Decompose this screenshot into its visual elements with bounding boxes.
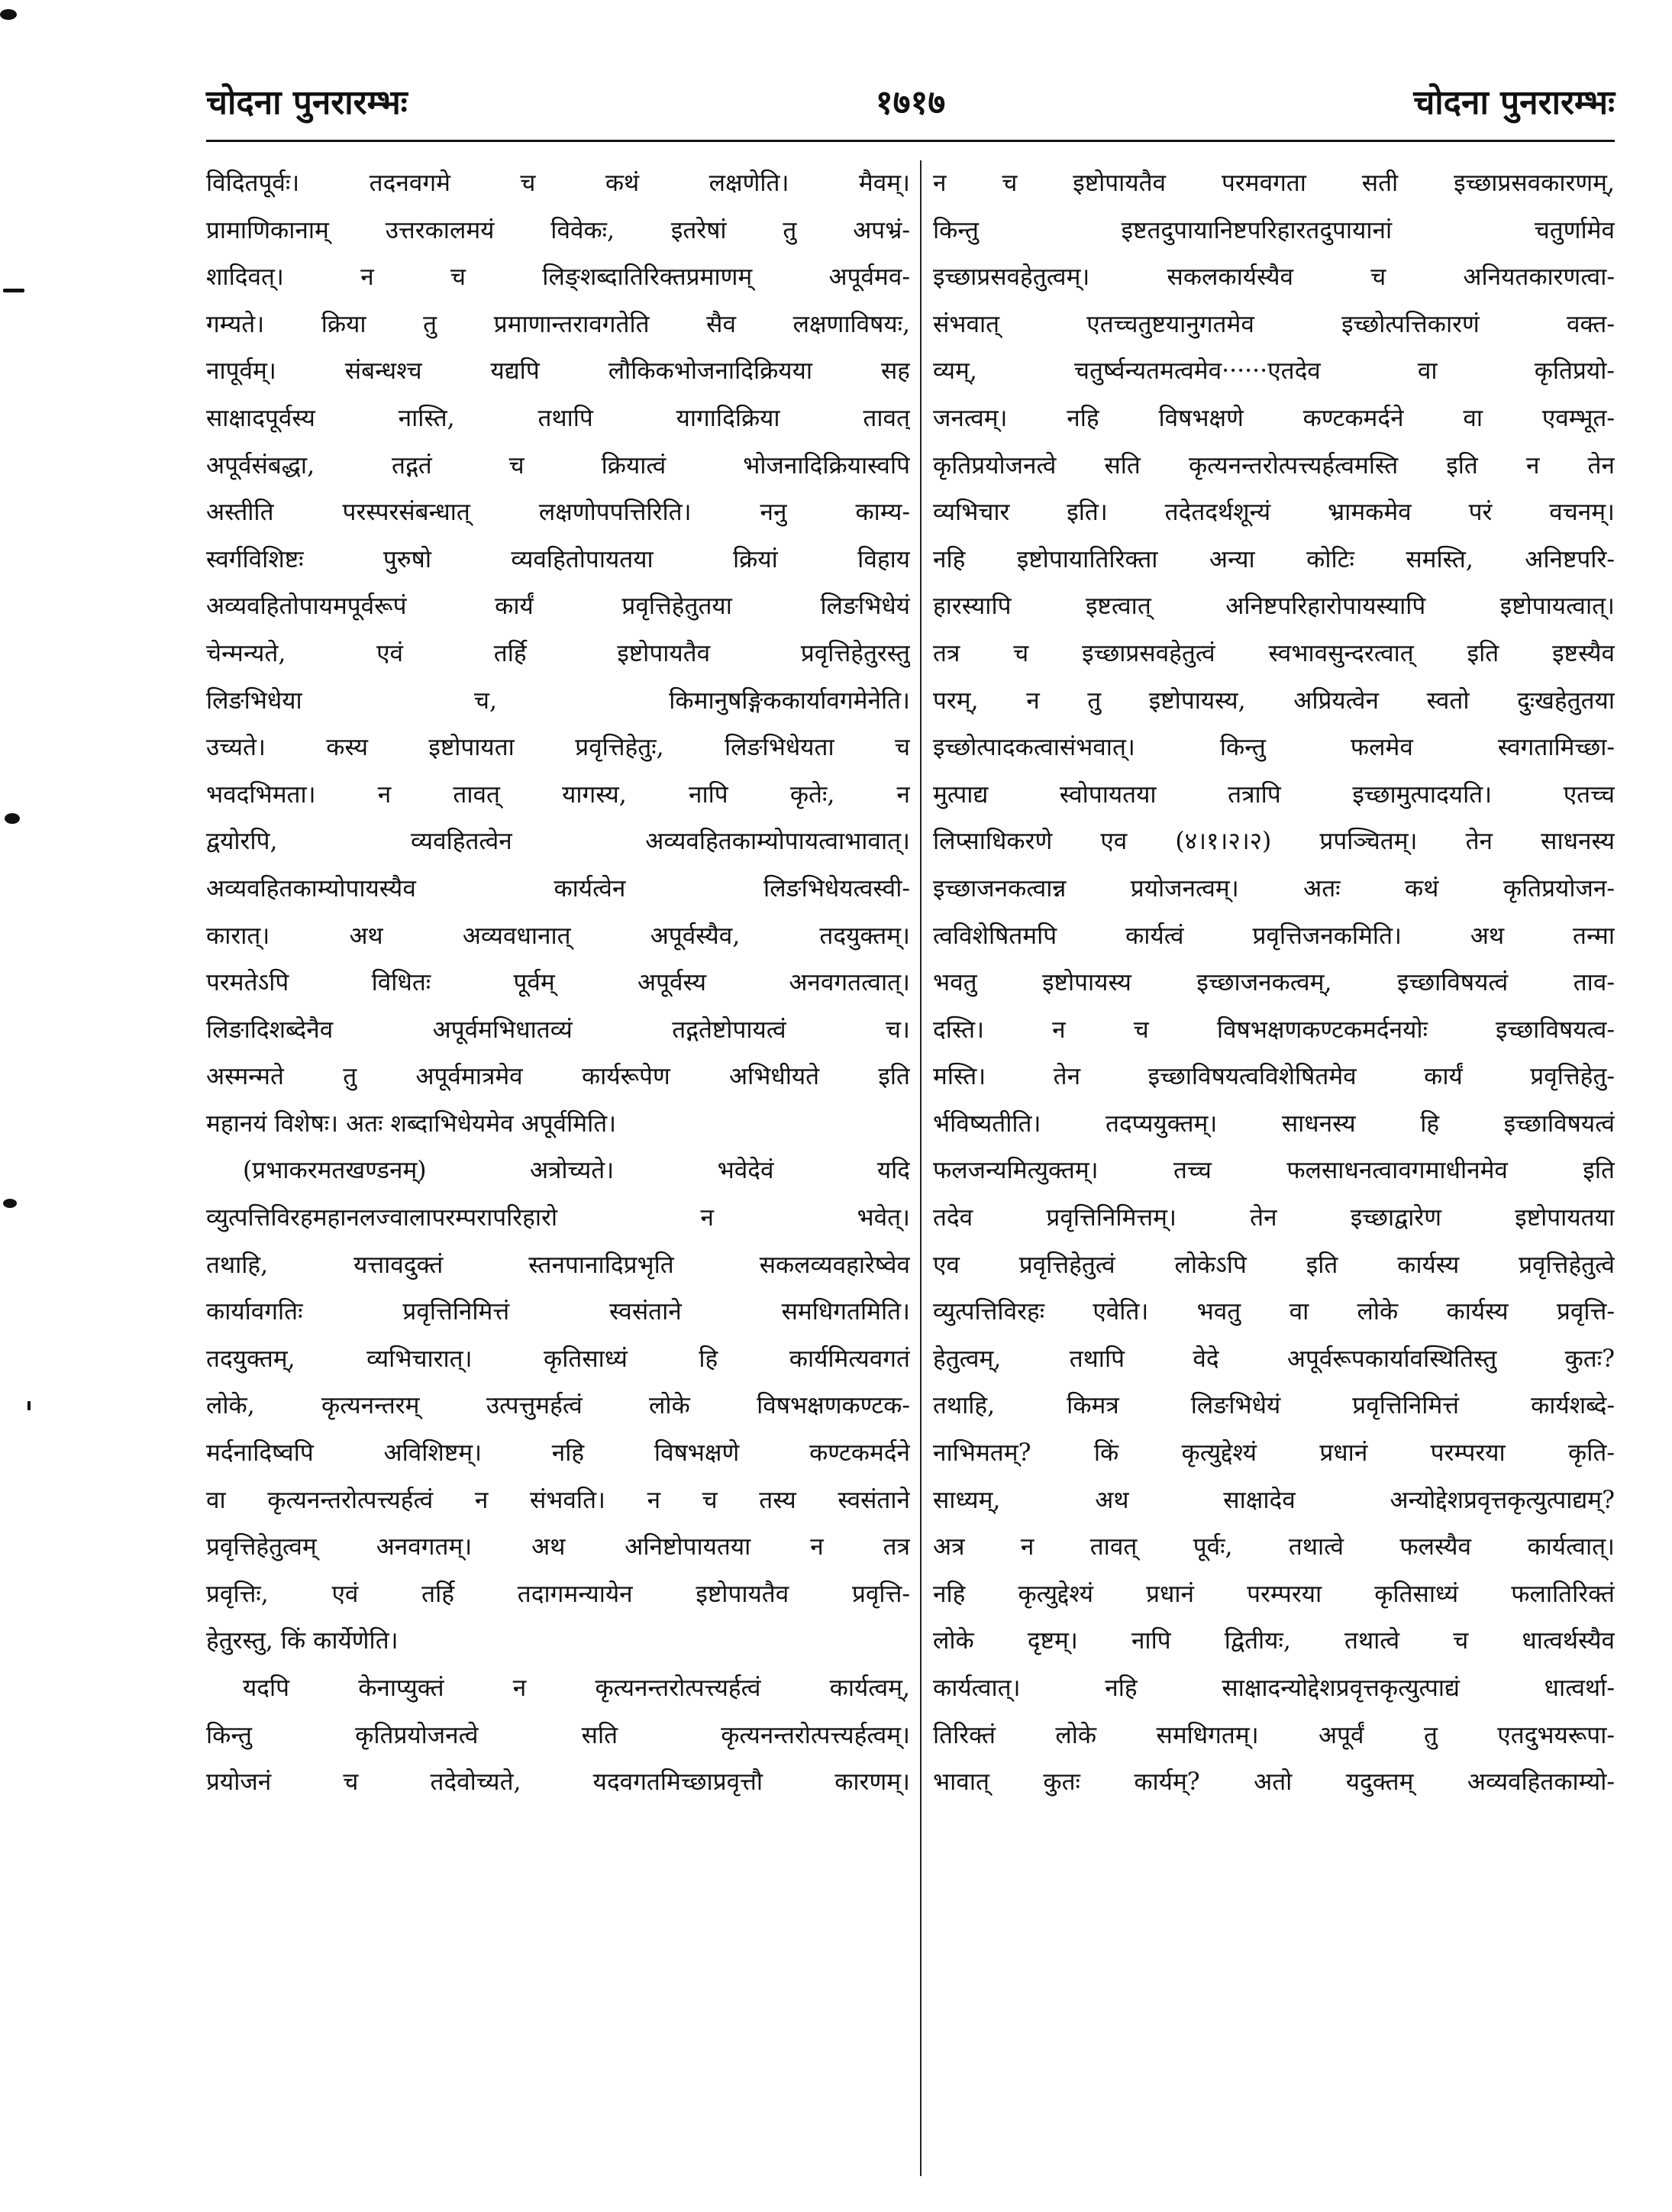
right-column [933, 160, 1615, 2176]
text-line: फलजन्यमित्युक्तम्। तच्च फलसाधनत्वावगमाधीनमेव इति [933, 1157, 1615, 1185]
text-line: महानयं विशेषः। अतः शब्दाभिधेयमेव अपूर्वमिति। [206, 1109, 617, 1138]
text-line: भवतु इष्टोपायस्य इच्छाजनकत्वम्, इच्छाविषयत्वं ताव- [933, 969, 1615, 997]
text-line: नहि कृत्युद्देश्यं प्रधानं परम्परया कृतिसाध्यं फलातिरिक्तं [933, 1580, 1615, 1608]
text-line: भवदभिमता। न तावत् यागस्य, नापि कृतेः, न [206, 780, 910, 809]
text-line: अस्तीति परस्परसंबन्धात् लक्षणोपपत्तिरिति। ननु काम्य- [206, 499, 910, 527]
text-line: परमतेऽपि विधितः पूर्वम् अपूर्वस्य अनवगतत्वात्। [206, 969, 910, 997]
text-line: परम्, न तु इष्टोपायस्य, अप्रियत्वेन स्वतो दुःखहेतुतया [933, 686, 1615, 715]
text-line: लोके, कृत्यनन्तरम् उत्पत्तुमर्हत्वं लोके विषभक्षणकण्टक- [206, 1392, 910, 1420]
text-line: हारस्यापि इष्टत्वात् अनिष्टपरिहारोपायस्यापि इष्टोपायत्वात्। [933, 593, 1615, 621]
text-line: व्यम्, चतुर्ष्वन्यतमत्वमेव······एतदेव वा कृतिप्रयो- [933, 357, 1615, 386]
text-line: द्वयोरपि, व्यवहितत्वेन अव्यवहितकाम्योपायत्वाभावात्। [206, 828, 910, 856]
text-line: व्यभिचार इति। तदेतदर्थशून्यं भ्रामकमेव परं वचनम्। [933, 499, 1615, 527]
text-line: लोके दृष्टम्। नापि द्वितीयः, तथात्वे च धात्वर्थस्यैव [933, 1627, 1615, 1655]
text-line: तदेव प्रवृत्तिनिमित्तम्। तेन इच्छाद्वारेण इष्टोपायतया [933, 1204, 1615, 1232]
text-line: न च इष्टोपायतैव परमवगता सती इच्छाप्रसवकारणम्, [933, 170, 1615, 197]
text-line: मर्दनादिष्वपि अविशिष्टम्। नहि विषभक्षणे कण्टकमर्दने [206, 1439, 910, 1468]
scan-mark [0, 9, 17, 20]
column-divider [920, 160, 922, 2176]
text-line: तथाहि, यत्तावदुक्तं स्तनपानादिप्रभृति सकलव्यवहारेष्वेव [206, 1251, 910, 1279]
text-line: उच्यते। कस्य इष्टोपायता प्रवृत्तिहेतुः, लिङभिधेयता च [206, 734, 910, 762]
text-line: प्रवृत्तिः, एवं तर्हि तदागमन्यायेन इष्टोपायतैव प्रवृत्ति- [206, 1580, 910, 1608]
text-line: लिप्साधिकरणे एव (४।१।२।२) प्रपञ्चितम्। तेन साधनस्य [933, 828, 1615, 856]
text-line: प्रामाणिकानाम् उत्तरकालमयं विवेकः, इतरेषां तु अपभ्रं- [206, 216, 910, 244]
text-line: व्युत्पत्तिविरहः एवेति। भवतु वा लोके कार्यस्य प्रवृत्ति- [933, 1298, 1615, 1326]
section-heading-line: (प्रभाकरमतखण्डनम्) अत्रोच्यते। भवेदेवं यदि [243, 1157, 910, 1185]
text-line: चेन्मन्यते, एवं तर्हि इष्टोपायतैव प्रवृत्तिहेतुरस्तु [206, 639, 910, 667]
text-line: नापूर्वम्। संबन्धश्च यद्यपि लौकिकभोजनादिक्रियया सह [206, 357, 910, 386]
text-line: दस्ति। न च विषभक्षणकण्टकमर्दनयोः इच्छाविषयत्व- [933, 1016, 1615, 1044]
text-line: विदितपूर्वः। तदनवगमे च कथं लक्षणेति। मैवम्। [206, 170, 910, 197]
text-line: र्भविष्यतीति। तदप्ययुक्तम्। साधनस्य हि इच्छाविषयत्वं [933, 1109, 1615, 1138]
text-line: प्रयोजनं च तदेवोच्यते, यदवगतमिच्छाप्रवृत्तौ कारणम्। [206, 1768, 910, 1797]
text-line: अत्र न तावत् पूर्वः, तथात्वे फलस्यैव कार्यत्वात्। [933, 1533, 1615, 1561]
text-line: हेतुत्वम्, तथापि वेदे अपूर्वरूपकार्यावस्थितिस्तु कुतः? [933, 1345, 1615, 1373]
scan-mark [27, 1401, 31, 1410]
text-line: व्युत्पत्तिविरहमहानलज्वालापरम्परापरिहारो न भवेत्। [206, 1204, 910, 1232]
text-line: अव्यवहितकाम्योपायस्यैव कार्यत्वेन लिङभिधेयत्वस्वी- [206, 874, 910, 903]
running-header [206, 70, 1615, 131]
text-line: किन्तु इष्टतदुपायानिष्टपरिहारतदुपायानां चतुर्णामेव [933, 216, 1615, 244]
text-line: कृतिप्रयोजनत्वे सति कृत्यनन्तरोत्पत्त्यर्हत्वमस्ति इति न तेन [933, 451, 1615, 480]
scan-mark [3, 289, 24, 292]
text-line: तदयुक्तम्, व्यभिचारात्। कृतिसाध्यं हि कार्यमित्यवगतं [206, 1345, 910, 1373]
text-line: कार्यत्वात्। नहि साक्षादन्योद्देशप्रवृत्तकृत्युत्पाद्यं धात्वर्था- [933, 1674, 1615, 1702]
text-line: प्रवृत्तिहेतुत्वम् अनवगतम्। अथ अनिष्टोपायतया न तत्र [206, 1533, 910, 1561]
text-line: तत्र च इच्छाप्रसवहेतुत्वं स्वभावसुन्दरत्वात् इति इष्टस्यैव [933, 639, 1615, 667]
text-line: संभवात् एतच्चतुष्टयानुगतमेव इच्छोत्पत्तिकारणं वक्त- [933, 310, 1615, 338]
left-column [206, 160, 910, 2176]
header-rule [206, 140, 1615, 142]
text-line: कारात्। अथ अव्यवधानात् अपूर्वस्यैव, तदयुक्तम्। [206, 922, 910, 950]
text-line: साक्षादपूर्वस्य नास्ति, तथापि यागादिक्रिया तावत् [206, 404, 910, 432]
scan-mark [5, 813, 20, 824]
text-line: एव प्रवृत्तिहेतुत्वं लोकेऽपि इति कार्यस्य प्रवृत्तिहेतुत्वे [933, 1251, 1615, 1279]
text-line: मुत्पाद्य स्वोपायतया तत्रापि इच्छामुत्पादयति। एतच्च [933, 780, 1615, 809]
scan-mark [3, 1199, 17, 1208]
text-line: यदपि केनाप्युक्तं न कृत्यनन्तरोत्पत्त्यर्हत्वं कार्यत्वम्, [243, 1674, 910, 1702]
text-line: नाभिमतम्? किं कृत्युद्देश्यं प्रधानं परम्परया कृति- [933, 1439, 1615, 1468]
text-line: जनत्वम्। नहि विषभक्षणे कण्टकमर्दने वा एवम्भूत- [933, 404, 1615, 432]
text-line: कार्यावगतिः प्रवृत्तिनिमित्तं स्वसंताने समधिगतमिति। [206, 1298, 910, 1326]
text-line: अपूर्वसंबद्धा, तद्गतं च क्रियात्वं भोजनादिक्रियास्वपि [206, 451, 910, 480]
text-line: इच्छाप्रसवहेतुत्वम्। सकलकार्यस्यैव च अनियतकारणत्वा- [933, 263, 1615, 292]
header-left-title: चोदना पुनरारम्भः [206, 83, 408, 122]
text-line: वा कृत्यनन्तरोत्पत्त्यर्हत्वं न संभवति। न च तस्य स्वसंताने [206, 1486, 910, 1514]
text-line: नहि इष्टोपायातिरिक्ता अन्या कोटिः समस्ति, अनिष्टपरि- [933, 545, 1615, 573]
text-line: अव्यवहितोपायमपूर्वरूपं कार्यं प्रवृत्तिहेतुतया लिङभिधेयं [206, 593, 910, 621]
text-line: स्वर्गविशिष्टः पुरुषो व्यवहितोपायतया क्रियां विहाय [206, 545, 910, 573]
text-line: लिङभिधेया च, किमानुषङ्गिककार्यावगमेनेति। [206, 686, 910, 715]
text-line: मस्ति। तेन इच्छाविषयत्वविशेषितमेव कार्यं प्रवृत्तिहेतु- [933, 1063, 1615, 1091]
text-line: साध्यम्, अथ साक्षादेव अन्योद्देशप्रवृत्तकृत्युत्पाद्यम्? [933, 1486, 1615, 1514]
text-line: हेतुरस्तु, किं कार्येणेति। [206, 1627, 399, 1655]
text-line: इच्छोत्पादकत्वासंभवात्। किन्तु फलमेव स्वगतामिच्छा- [933, 734, 1615, 762]
text-line: लिङादिशब्देनैव अपूर्वमभिधातव्यं तद्गतेष्टोपायत्वं च। [206, 1016, 910, 1044]
header-right-title: चोदना पुनरारम्भः [1413, 83, 1615, 122]
text-line: भावात् कुतः कार्यम्? अतो यदुक्तम् अव्यवहितकाम्यो- [933, 1768, 1615, 1797]
text-line: तथाहि, किमत्र लिङभिधेयं प्रवृत्तिनिमित्तं कार्यशब्दे- [933, 1392, 1615, 1420]
text-line: शादिवत्। न च लिङ्शब्दातिरिक्तप्रमाणम् अपूर्वमव- [206, 263, 910, 292]
text-line: अस्मन्मते तु अपूर्वमात्रमेव कार्यरूपेण अभिधीयते इति [206, 1063, 910, 1091]
text-line: किन्तु कृतिप्रयोजनत्वे सति कृत्यनन्तरोत्पत्त्यर्हत्वम्। [206, 1721, 910, 1749]
page-number: १७१७ [875, 83, 946, 122]
text-line: इच्छाजनकत्वान्न प्रयोजनत्वम्। अतः कथं कृतिप्रयोजन- [933, 874, 1615, 903]
text-line: तिरिक्तं लोके समधिगतम्। अपूर्वं तु एतदुभयरूपा- [933, 1721, 1615, 1749]
text-line: गम्यते। क्रिया तु प्रमाणान्तरावगतेति सैव लक्षणाविषयः, [206, 310, 910, 338]
text-line: त्वविशेषितमपि कार्यत्वं प्रवृत्तिजनकमिति। अथ तन्मा [933, 922, 1615, 950]
